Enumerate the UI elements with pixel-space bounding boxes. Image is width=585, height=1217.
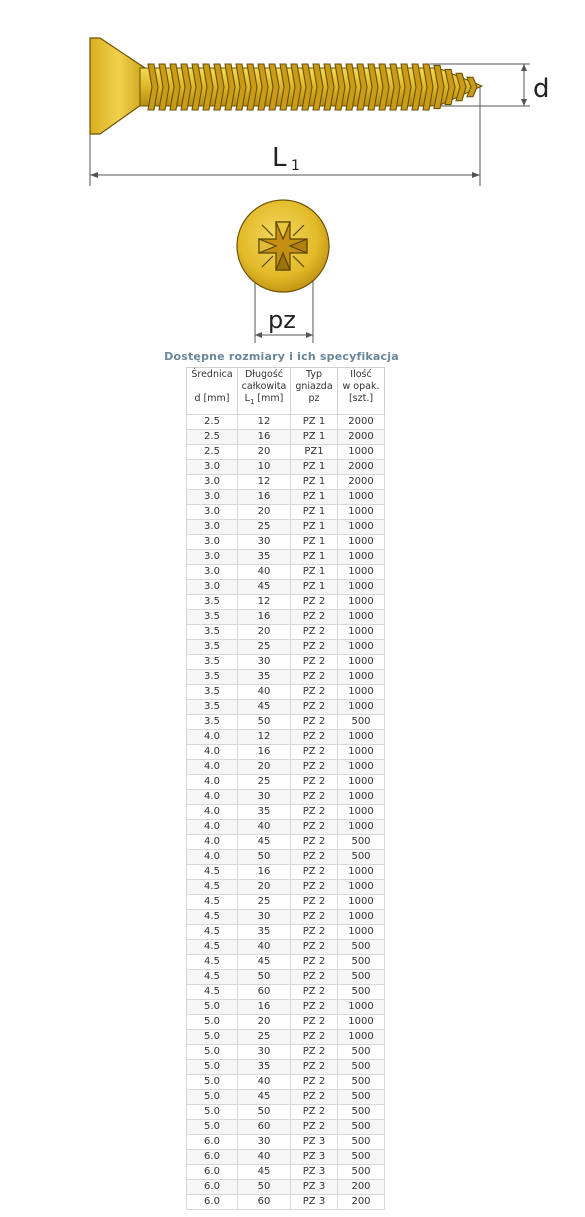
- table-row: [187, 1090, 385, 1105]
- cell-quantity: 500: [338, 1090, 385, 1105]
- cell-diameter: 5.0: [187, 1090, 238, 1105]
- cell-length: 40: [238, 1075, 291, 1090]
- table-row: [187, 550, 385, 565]
- cell-quantity: 1000: [338, 670, 385, 685]
- cell-quantity: 1000: [338, 505, 385, 520]
- cell-quantity: 500: [338, 1150, 385, 1165]
- cell-diameter: 3.0: [187, 520, 238, 535]
- header-length-unit: [mm]: [254, 393, 284, 404]
- table-row: [187, 895, 385, 910]
- cell-quantity: 1000: [338, 760, 385, 775]
- cell-length: 60: [238, 1195, 291, 1210]
- cell-diameter: 4.0: [187, 745, 238, 760]
- cell-drive: PZ 1: [291, 460, 338, 475]
- table-row: [187, 580, 385, 595]
- cell-quantity: 2000: [338, 475, 385, 490]
- cell-length: 40: [238, 685, 291, 700]
- cell-length: 40: [238, 940, 291, 955]
- cell-drive: PZ 2: [291, 730, 338, 745]
- cell-quantity: 500: [338, 835, 385, 850]
- cell-quantity: 1000: [338, 490, 385, 505]
- table-row: [187, 970, 385, 985]
- screw-head: [90, 38, 148, 134]
- cell-quantity: 500: [338, 1105, 385, 1120]
- table-row: [187, 700, 385, 715]
- cell-quantity: 1000: [338, 580, 385, 595]
- cell-drive: PZ 2: [291, 625, 338, 640]
- table-row: [187, 745, 385, 760]
- cell-drive: PZ 2: [291, 745, 338, 760]
- cell-diameter: 5.0: [187, 1060, 238, 1075]
- cell-diameter: 3.0: [187, 475, 238, 490]
- cell-quantity: 1000: [338, 790, 385, 805]
- cell-diameter: 4.5: [187, 970, 238, 985]
- cell-quantity: 1000: [338, 910, 385, 925]
- cell-diameter: 4.0: [187, 820, 238, 835]
- table-row: [187, 865, 385, 880]
- table-row: [187, 835, 385, 850]
- table-row: [187, 715, 385, 730]
- cell-diameter: 3.5: [187, 610, 238, 625]
- cell-length: 40: [238, 820, 291, 835]
- cell-drive: PZ 2: [291, 1060, 338, 1075]
- cell-diameter: 5.0: [187, 1000, 238, 1015]
- cell-quantity: 1000: [338, 925, 385, 940]
- cell-diameter: 4.5: [187, 940, 238, 955]
- cell-drive: PZ 1: [291, 580, 338, 595]
- cell-quantity: 500: [338, 940, 385, 955]
- cell-length: 35: [238, 805, 291, 820]
- cell-quantity: 1000: [338, 865, 385, 880]
- cell-diameter: 5.0: [187, 1075, 238, 1090]
- cell-diameter: 5.0: [187, 1030, 238, 1045]
- table-row: [187, 1105, 385, 1120]
- cell-drive: PZ 2: [291, 655, 338, 670]
- cell-drive: PZ 3: [291, 1195, 338, 1210]
- cell-length: 30: [238, 535, 291, 550]
- cell-drive: PZ 1: [291, 430, 338, 445]
- table-row: [187, 610, 385, 625]
- header-length-line3: [245, 393, 284, 404]
- cell-length: 30: [238, 1045, 291, 1060]
- cell-length: 60: [238, 1120, 291, 1135]
- cell-quantity: 500: [338, 1120, 385, 1135]
- cell-diameter: 4.0: [187, 850, 238, 865]
- cell-drive: PZ 1: [291, 565, 338, 580]
- cell-drive: PZ 2: [291, 1120, 338, 1135]
- cell-length: 16: [238, 430, 291, 445]
- cell-diameter: 4.5: [187, 895, 238, 910]
- cell-diameter: 4.5: [187, 910, 238, 925]
- cell-length: 25: [238, 640, 291, 655]
- cell-length: 50: [238, 850, 291, 865]
- table-row: [187, 985, 385, 1000]
- table-row: [187, 565, 385, 580]
- table-row: [187, 730, 385, 745]
- cell-length: 45: [238, 580, 291, 595]
- cell-quantity: 1000: [338, 595, 385, 610]
- cell-diameter: 6.0: [187, 1135, 238, 1150]
- cell-diameter: 5.0: [187, 1105, 238, 1120]
- cell-diameter: 3.0: [187, 550, 238, 565]
- cell-diameter: 4.0: [187, 835, 238, 850]
- cell-length: 20: [238, 505, 291, 520]
- header-diameter: [187, 368, 238, 415]
- cell-drive: PZ 2: [291, 715, 338, 730]
- header-diameter-line3: d [mm]: [194, 393, 230, 404]
- cell-length: 50: [238, 715, 291, 730]
- cell-drive: PZ 1: [291, 415, 338, 430]
- cell-drive: PZ 3: [291, 1180, 338, 1195]
- cell-drive: PZ 3: [291, 1135, 338, 1150]
- cell-quantity: 500: [338, 715, 385, 730]
- cell-quantity: 1000: [338, 640, 385, 655]
- cell-diameter: 4.0: [187, 805, 238, 820]
- screw-side-view: [0, 0, 585, 195]
- cell-diameter: 3.0: [187, 460, 238, 475]
- cell-quantity: 500: [338, 955, 385, 970]
- cell-length: 50: [238, 1180, 291, 1195]
- cell-quantity: 2000: [338, 415, 385, 430]
- cell-diameter: 3.5: [187, 625, 238, 640]
- cell-drive: PZ 1: [291, 505, 338, 520]
- cell-length: 45: [238, 700, 291, 715]
- cell-length: 45: [238, 1165, 291, 1180]
- table-row: [187, 1165, 385, 1180]
- cell-length: 12: [238, 730, 291, 745]
- table-row: [187, 925, 385, 940]
- table-row: [187, 475, 385, 490]
- cell-length: 35: [238, 670, 291, 685]
- cell-drive: PZ 1: [291, 535, 338, 550]
- cell-length: 35: [238, 1060, 291, 1075]
- cell-quantity: 1000: [338, 1015, 385, 1030]
- table-row: [187, 820, 385, 835]
- cell-length: 30: [238, 655, 291, 670]
- cell-drive: PZ 1: [291, 520, 338, 535]
- table-row: [187, 490, 385, 505]
- cell-diameter: 3.0: [187, 490, 238, 505]
- cell-quantity: 1000: [338, 1000, 385, 1015]
- cell-diameter: 2.5: [187, 430, 238, 445]
- cell-quantity: 1000: [338, 535, 385, 550]
- cell-quantity: 200: [338, 1180, 385, 1195]
- cell-quantity: 1000: [338, 805, 385, 820]
- cell-diameter: 4.5: [187, 955, 238, 970]
- cell-quantity: 1000: [338, 685, 385, 700]
- table-row: [187, 1135, 385, 1150]
- cell-diameter: 3.0: [187, 580, 238, 595]
- cell-drive: PZ 2: [291, 955, 338, 970]
- table-row: [187, 1180, 385, 1195]
- cell-quantity: 1000: [338, 550, 385, 565]
- header-length: [238, 368, 291, 415]
- cell-length: 12: [238, 595, 291, 610]
- spec-title: Dostępne rozmiary i ich specyfikacja: [164, 350, 399, 363]
- cell-drive: PZ 2: [291, 700, 338, 715]
- table-row: [187, 1015, 385, 1030]
- table-row: [187, 1150, 385, 1165]
- cell-drive: PZ 2: [291, 760, 338, 775]
- header-drive-line3: pz: [308, 393, 320, 404]
- cell-length: 20: [238, 445, 291, 460]
- table-row: [187, 1030, 385, 1045]
- table-row: [187, 670, 385, 685]
- header-drive-line1: Typ: [306, 369, 322, 380]
- header-length-subscript: 1: [249, 397, 255, 406]
- cell-quantity: 500: [338, 985, 385, 1000]
- cell-length: 12: [238, 475, 291, 490]
- screw-body: [90, 38, 482, 134]
- cell-length: 45: [238, 955, 291, 970]
- cell-drive: PZ 2: [291, 820, 338, 835]
- cell-quantity: 500: [338, 970, 385, 985]
- cell-length: 20: [238, 880, 291, 895]
- cell-length: 30: [238, 910, 291, 925]
- cell-length: 25: [238, 895, 291, 910]
- cell-length: 30: [238, 790, 291, 805]
- cell-length: 50: [238, 970, 291, 985]
- cell-length: 20: [238, 760, 291, 775]
- table-row: [187, 880, 385, 895]
- cell-length: 45: [238, 835, 291, 850]
- cell-drive: PZ 2: [291, 1015, 338, 1030]
- screw-head-top-view: [220, 195, 360, 345]
- cell-diameter: 2.5: [187, 445, 238, 460]
- table-row: [187, 910, 385, 925]
- cell-diameter: 5.0: [187, 1045, 238, 1060]
- table-row: [187, 430, 385, 445]
- pz-label: pz: [268, 306, 296, 334]
- cell-diameter: 6.0: [187, 1150, 238, 1165]
- table-row: [187, 460, 385, 475]
- table-row: [187, 775, 385, 790]
- cell-diameter: 3.5: [187, 700, 238, 715]
- cell-diameter: 4.5: [187, 865, 238, 880]
- table-row: [187, 760, 385, 775]
- cell-drive: PZ1: [291, 445, 338, 460]
- cell-diameter: 3.5: [187, 670, 238, 685]
- cell-length: 35: [238, 925, 291, 940]
- cell-drive: PZ 2: [291, 670, 338, 685]
- table-row: [187, 1195, 385, 1210]
- table-row: [187, 1060, 385, 1075]
- cell-diameter: 6.0: [187, 1165, 238, 1180]
- cell-length: 35: [238, 550, 291, 565]
- cell-quantity: 500: [338, 850, 385, 865]
- cell-drive: PZ 1: [291, 490, 338, 505]
- cell-drive: PZ 2: [291, 880, 338, 895]
- cell-quantity: 1000: [338, 700, 385, 715]
- cell-quantity: 500: [338, 1045, 385, 1060]
- cell-diameter: 4.0: [187, 760, 238, 775]
- cell-drive: PZ 1: [291, 550, 338, 565]
- cell-diameter: 3.5: [187, 715, 238, 730]
- cell-drive: PZ 2: [291, 910, 338, 925]
- cell-diameter: 4.0: [187, 730, 238, 745]
- cell-length: 20: [238, 1015, 291, 1030]
- cell-drive: PZ 2: [291, 1045, 338, 1060]
- cell-diameter: 3.5: [187, 595, 238, 610]
- table-row: [187, 505, 385, 520]
- cell-diameter: 5.0: [187, 1015, 238, 1030]
- cell-diameter: 3.5: [187, 640, 238, 655]
- table-row: [187, 790, 385, 805]
- table-row: [187, 1120, 385, 1135]
- table-row: [187, 625, 385, 640]
- cell-quantity: 1000: [338, 895, 385, 910]
- cell-quantity: 1000: [338, 820, 385, 835]
- table-row: [187, 1000, 385, 1015]
- cell-quantity: 500: [338, 1060, 385, 1075]
- cell-drive: PZ 2: [291, 850, 338, 865]
- header-drive-line2: gniazda: [295, 381, 333, 392]
- cell-quantity: 500: [338, 1075, 385, 1090]
- cell-quantity: 1000: [338, 730, 385, 745]
- header-length-line1: Długość: [244, 369, 284, 380]
- cell-length: 16: [238, 490, 291, 505]
- cell-drive: PZ 2: [291, 790, 338, 805]
- cell-length: 50: [238, 1105, 291, 1120]
- cell-length: 45: [238, 1090, 291, 1105]
- cell-quantity: 1000: [338, 1030, 385, 1045]
- cell-diameter: 3.5: [187, 655, 238, 670]
- cell-diameter: 3.5: [187, 685, 238, 700]
- cell-drive: PZ 2: [291, 970, 338, 985]
- cell-length: 16: [238, 865, 291, 880]
- cell-quantity: 500: [338, 1165, 385, 1180]
- cell-drive: PZ 2: [291, 775, 338, 790]
- cell-length: 25: [238, 520, 291, 535]
- cell-drive: PZ 2: [291, 595, 338, 610]
- spec-table-header-row: [187, 368, 385, 415]
- cell-quantity: 200: [338, 1195, 385, 1210]
- table-row: [187, 535, 385, 550]
- table-row: [187, 595, 385, 610]
- cell-length: 60: [238, 985, 291, 1000]
- pz-arrow-right: [306, 332, 313, 338]
- cell-drive: PZ 2: [291, 835, 338, 850]
- cell-quantity: 1000: [338, 745, 385, 760]
- cell-diameter: 6.0: [187, 1180, 238, 1195]
- cell-drive: PZ 2: [291, 685, 338, 700]
- cell-drive: PZ 2: [291, 1090, 338, 1105]
- table-row: [187, 640, 385, 655]
- cell-length: 25: [238, 775, 291, 790]
- cell-diameter: 3.0: [187, 565, 238, 580]
- table-row: [187, 1045, 385, 1060]
- cell-diameter: 4.5: [187, 985, 238, 1000]
- cell-drive: PZ 2: [291, 640, 338, 655]
- length-label: L: [272, 143, 287, 173]
- spec-table: [186, 367, 385, 1210]
- cell-drive: PZ 2: [291, 1105, 338, 1120]
- cell-drive: PZ 1: [291, 475, 338, 490]
- table-row: [187, 685, 385, 700]
- cell-quantity: 1000: [338, 610, 385, 625]
- cell-drive: PZ 2: [291, 865, 338, 880]
- table-row: [187, 445, 385, 460]
- length-subscript: 1: [291, 158, 300, 174]
- cell-length: 40: [238, 565, 291, 580]
- header-length-symbol: L: [244, 393, 250, 404]
- cell-quantity: 2000: [338, 430, 385, 445]
- cell-drive: PZ 2: [291, 1075, 338, 1090]
- cell-diameter: 4.0: [187, 790, 238, 805]
- table-row: [187, 1075, 385, 1090]
- cell-diameter: 4.5: [187, 925, 238, 940]
- table-row: [187, 940, 385, 955]
- cell-drive: PZ 3: [291, 1150, 338, 1165]
- cell-diameter: 4.5: [187, 880, 238, 895]
- pozidriv-recess-icon: [259, 222, 307, 270]
- cell-drive: PZ 2: [291, 925, 338, 940]
- cell-diameter: 4.0: [187, 775, 238, 790]
- cell-drive: PZ 2: [291, 1000, 338, 1015]
- cell-quantity: 1000: [338, 655, 385, 670]
- header-length-line2: całkowita: [241, 381, 287, 392]
- cell-drive: PZ 2: [291, 940, 338, 955]
- cell-quantity: 1000: [338, 520, 385, 535]
- cell-length: 25: [238, 1030, 291, 1045]
- cell-diameter: 5.0: [187, 1120, 238, 1135]
- table-row: [187, 850, 385, 865]
- header-quantity-line3: [szt.]: [348, 393, 374, 404]
- cell-drive: PZ 2: [291, 610, 338, 625]
- cell-quantity: 1000: [338, 625, 385, 640]
- cell-drive: PZ 2: [291, 985, 338, 1000]
- cell-quantity: 1000: [338, 565, 385, 580]
- header-diameter-line1: Średnica: [191, 369, 233, 380]
- cell-diameter: 3.0: [187, 505, 238, 520]
- spec-table-body: [187, 415, 385, 1210]
- table-row: [187, 520, 385, 535]
- cell-length: 16: [238, 745, 291, 760]
- pz-arrow-left: [255, 332, 262, 338]
- cell-quantity: 1000: [338, 880, 385, 895]
- cell-length: 20: [238, 625, 291, 640]
- table-row: [187, 955, 385, 970]
- header-drive: [291, 368, 338, 415]
- cell-diameter: 2.5: [187, 415, 238, 430]
- cell-quantity: 1000: [338, 775, 385, 790]
- header-quantity-line1: Ilość: [350, 369, 372, 380]
- cell-diameter: 6.0: [187, 1195, 238, 1210]
- cell-quantity: 2000: [338, 460, 385, 475]
- table-row: [187, 805, 385, 820]
- diameter-label: d: [533, 74, 550, 104]
- cell-drive: PZ 2: [291, 805, 338, 820]
- cell-diameter: 3.0: [187, 535, 238, 550]
- cell-length: 16: [238, 1000, 291, 1015]
- table-row: [187, 655, 385, 670]
- header-quantity-line2: w opak.: [342, 381, 380, 392]
- cell-length: 30: [238, 1135, 291, 1150]
- cell-quantity: 1000: [338, 445, 385, 460]
- table-row: [187, 415, 385, 430]
- cell-drive: PZ 3: [291, 1165, 338, 1180]
- cell-drive: PZ 2: [291, 895, 338, 910]
- cell-length: 10: [238, 460, 291, 475]
- cell-drive: PZ 2: [291, 1030, 338, 1045]
- header-quantity: [338, 368, 385, 415]
- cell-quantity: 500: [338, 1135, 385, 1150]
- cell-length: 40: [238, 1150, 291, 1165]
- cell-length: 12: [238, 415, 291, 430]
- cell-length: 16: [238, 610, 291, 625]
